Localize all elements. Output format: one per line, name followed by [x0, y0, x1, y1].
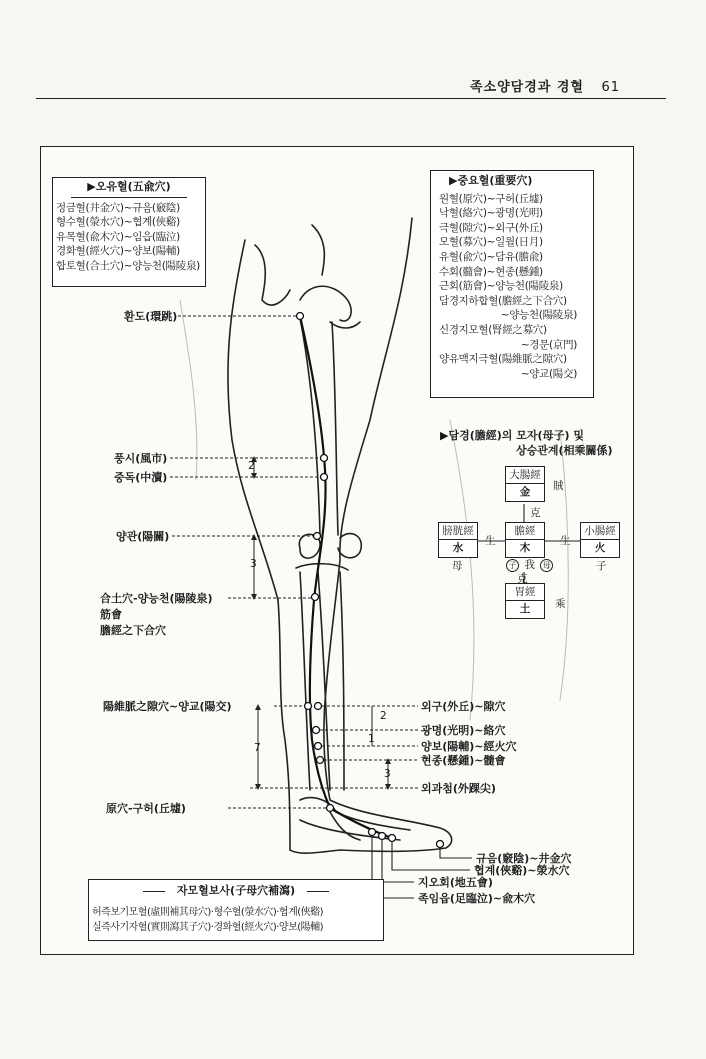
label-guangming: 광명(光明)~絡穴 [421, 724, 506, 737]
mother-child-title-row [89, 884, 383, 899]
point-zulinqi [369, 829, 376, 836]
point-diwuhui [379, 833, 386, 840]
important-points-box [430, 170, 594, 398]
mark-zi: 子 [596, 560, 607, 572]
organ-element: 水 [452, 542, 464, 554]
five-shu-title: ▶오유혈(五兪穴) [71, 180, 187, 198]
measure-7: 7 [254, 742, 261, 754]
mark-ke-top: 克 [530, 507, 541, 519]
femur [300, 318, 338, 535]
relations-title-line2: 상승관계(相乘關係) [516, 444, 613, 457]
important-row: ~양교(陽交) [520, 367, 577, 380]
label-waiqiu: 외구(外丘)~隙穴 [421, 700, 506, 713]
important-row: 낙혈(絡穴)~광명(光明) [439, 207, 543, 220]
important-row: 근회(筋會)~양능천(陽陵泉) [439, 280, 563, 293]
label-huantiao: 환도(環跳) [124, 310, 178, 323]
label-zulinqi: 족임읍(足臨泣)~兪木穴 [418, 892, 536, 905]
five-shu-row: 유목혈(兪木穴)~임읍(臨泣) [56, 230, 180, 243]
important-row: ~경문(京門) [520, 338, 577, 351]
mother-child-box [88, 879, 384, 941]
important-row: 양유맥지극혈(陽維脈之隙穴) [439, 353, 567, 366]
organ-stomach [505, 583, 545, 619]
important-row: 극혈(隙穴)~외구(外丘) [439, 221, 543, 234]
mark-sheng-right: 生 [560, 535, 571, 547]
point-xuanzhong [317, 757, 324, 764]
important-row: ~양능천(陽陵泉) [500, 309, 577, 322]
organ-name: 小腸經 [581, 523, 619, 540]
label-qiuxu: 原穴-구허(丘墟) [106, 802, 186, 815]
mother-child-row-tonify: 허즉보기모혈(虛則補其母穴)·형수혈(滎水穴)·협계(俠谿) [92, 907, 324, 918]
mark-circled-zi: 子 [506, 559, 519, 572]
mark-mu: 母 [452, 560, 463, 572]
important-title: ▶중요혈(重要穴) [449, 174, 533, 187]
point-fengshi [321, 455, 328, 462]
point-xiaxi [389, 835, 396, 842]
fibula [300, 572, 310, 790]
label-qiaoyin: 규음(竅陰)~井金穴 [476, 852, 572, 865]
important-row: 원혈(原穴)~구허(丘墟) [439, 192, 543, 205]
mark-sheng-left: 生 [485, 535, 496, 547]
point-waiqiu [315, 703, 322, 710]
mark-zei: 賊 [553, 480, 564, 492]
point-yangfu [315, 743, 322, 750]
organ-element: 土 [519, 603, 531, 615]
label-xiaxi: 협계(俠谿)~滎水穴 [474, 864, 570, 877]
label-waihuaijian: 외과첨(外踝尖) [421, 782, 496, 795]
organ-large-intestine [505, 466, 545, 502]
leader-lines [170, 316, 418, 808]
page-number: 61 [601, 80, 621, 95]
relations-title-line1: ▶담경(膽經)의 모자(母子) 및 [440, 429, 584, 442]
title-dash-right [307, 891, 329, 892]
point-qiuxu [327, 805, 334, 812]
relations-title [440, 428, 613, 458]
organ-name: 膀胱經 [439, 523, 477, 540]
measure-2-upper: 2 [248, 460, 255, 472]
label-xiahe: 膽經之下合穴 [100, 624, 166, 637]
point-yangguan [314, 533, 321, 540]
mother-child-title: 자모혈보사(子母穴補瀉) [176, 884, 296, 897]
organ-element: 木 [519, 542, 531, 554]
label-diwuhui: 지오회(地五會) [418, 876, 493, 889]
point-guangming [313, 727, 320, 734]
mark-wo: 我 [524, 559, 535, 571]
label-fengshi: 풍시(風市) [114, 452, 168, 465]
point-yangjiao [305, 703, 312, 710]
label-yangfu: 양보(陽輔)~經火穴 [421, 740, 517, 753]
measure-3-lower: 3 [384, 768, 391, 780]
mark-wo-row [506, 557, 553, 572]
important-row: 담경지하합혈(膽經之下合穴) [439, 294, 567, 307]
label-yangjiao: 陽維脈之隙穴~양교(陽交) [103, 700, 232, 713]
five-shu-row: 경화혈(經火穴)~양보(陽輔) [56, 245, 180, 258]
five-shu-row: 형수혈(滎水穴)~협계(俠谿) [56, 216, 180, 229]
label-yanglingquan: 合土穴-양능천(陽陵泉) [100, 592, 213, 605]
five-shu-row: 합토혈(合土穴)~양능천(陽陵泉) [56, 259, 200, 272]
organ-name: 大腸經 [506, 467, 544, 484]
five-shu-row: 정금혈(井金穴)~규음(竅陰) [56, 201, 180, 214]
point-yanglingquan [312, 594, 319, 601]
label-jinhui: 筋會 [100, 608, 122, 621]
label-yangguan: 양관(陽關) [116, 530, 170, 543]
point-huantiao [297, 313, 304, 320]
important-row: 신경지모혈(腎經之募穴) [439, 323, 547, 336]
measure-2-lower: 2 [380, 710, 387, 722]
organ-element: 金 [519, 486, 531, 498]
mother-child-row-sedate: 실즉사기자혈(實則瀉其子穴)·경화혈(經火穴)·양보(陽輔) [92, 921, 324, 933]
important-row: 유혈(兪穴)~담유(膽兪) [439, 250, 543, 263]
organ-name: 胃經 [506, 584, 544, 601]
measure-1: 1 [368, 733, 375, 745]
measure-3-upper: 3 [250, 558, 257, 570]
label-xuanzhong: 현종(懸鍾)~髓會 [421, 754, 506, 767]
important-row: 수회(髓會)~현종(懸鍾) [439, 265, 543, 278]
point-qiaoyin [437, 841, 444, 848]
organ-gallbladder [505, 522, 545, 558]
organ-name: 膽經 [506, 523, 544, 540]
five-shu-box [52, 177, 206, 287]
mark-cheng: 乘 [555, 598, 566, 610]
point-zhongdu [321, 474, 328, 481]
organ-small-intestine [580, 522, 620, 558]
leg-outline-back [228, 240, 290, 850]
mark-circled-mu: 母 [540, 559, 553, 572]
title-dash-left [143, 891, 165, 892]
mark-ke-bottom: 克 [517, 573, 528, 585]
label-zhongdu: 중독(中瀆) [114, 471, 168, 484]
organ-element: 火 [594, 542, 606, 554]
header-title: 족소양담경과 경혈 [470, 80, 584, 95]
organ-bladder [438, 522, 478, 558]
important-row: 모혈(募穴)~일월(日月) [439, 236, 543, 249]
